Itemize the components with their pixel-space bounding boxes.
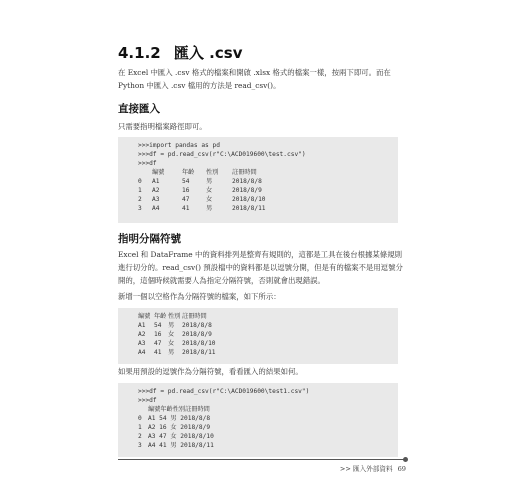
- table-cell: A4: [138, 349, 146, 356]
- section-number: 4.1.2: [118, 44, 161, 62]
- code-line: >>>df: [138, 397, 157, 404]
- dataframe-output: [138, 405, 214, 450]
- table-cell: 0: [138, 178, 142, 185]
- table-cell: 41: [154, 349, 162, 356]
- table-cell: A3: [138, 340, 146, 347]
- table-cell: A3: [152, 196, 160, 203]
- table-row: [138, 423, 214, 432]
- table-cell: 16: [182, 187, 190, 194]
- table-row: [138, 321, 216, 330]
- table-row: [138, 204, 266, 213]
- table-cell: 3: [138, 442, 142, 449]
- table-cell: 2: [138, 433, 142, 440]
- table-cell: A1: [152, 178, 160, 185]
- table-header: 性別: [206, 169, 219, 176]
- table-cell: A1: [138, 322, 146, 329]
- table-header: 編號: [138, 313, 151, 320]
- table-cell: A2: [138, 331, 146, 338]
- code-line: >>>df: [138, 160, 157, 167]
- table-header: 年齡: [154, 313, 167, 320]
- table-cell: 男: [168, 322, 175, 329]
- section-heading: [118, 42, 242, 63]
- code-block-direct: [118, 137, 398, 223]
- table-row: [138, 177, 266, 186]
- table-header-row: [138, 168, 266, 177]
- code-block-separator: [118, 383, 398, 457]
- intro-paragraph: 在 Excel 中匯入 .csv 格式的檔案和開啟 .xlsx 格式的檔案一樣，按兩下即可。而在 Python 中匯入 .csv 檔用的方法是 read_csv()。: [118, 68, 391, 90]
- table-cell: 16: [154, 331, 162, 338]
- table-header: 註冊時間: [182, 313, 207, 320]
- table-cell: 男: [206, 205, 213, 212]
- table-row: [138, 414, 214, 423]
- table-cell: 2018/8/8: [232, 178, 262, 185]
- table-row: [138, 186, 266, 195]
- table-cell: 女: [168, 331, 175, 338]
- table-cell: 47: [182, 196, 190, 203]
- default-separator-paragraph: 如果用預設的逗號作為分隔符號，看看匯入的結果如何。: [118, 367, 303, 376]
- table-header: [138, 168, 152, 177]
- table-cell: A4 41 男 2018/8/11: [148, 442, 214, 449]
- table-cell: 2018/8/10: [182, 340, 216, 347]
- direct-import-heading: 直接匯入: [118, 103, 160, 115]
- table-header: 註冊時間: [232, 169, 257, 176]
- table-row: [138, 441, 214, 450]
- table-cell: 1: [138, 187, 142, 194]
- code-line: >>>import pandas as pd: [138, 142, 220, 149]
- table-cell: 54: [182, 178, 190, 185]
- separator-paragraph: Excel 和 DataFrame 中的資料排列是整齊有規則的，這都是工具在後台根據某條規則進行切分的。read_csv() 預設檔中的資料都是以逗號分開，但是有的檔案不是用逗號分開的，這個時候就需要人為指定分隔符號，否則就會出現錯誤。: [118, 250, 403, 285]
- code-line: >>>df = pd.read_csv(r"C:\ACD019600\test1.csv"): [138, 388, 310, 395]
- table-cell: 47: [154, 340, 162, 347]
- table-header: 年齡: [182, 169, 195, 176]
- table-cell: 2018/8/11: [232, 205, 266, 212]
- table-header-row: [138, 405, 214, 414]
- dataframe-output: [138, 168, 266, 213]
- table-cell: 2018/8/9: [182, 331, 212, 338]
- direct-import-text: 只需要指明檔案路徑即可。: [118, 122, 207, 131]
- table-row: [138, 339, 216, 348]
- footer-divider: [118, 459, 406, 460]
- table-header-row: [138, 312, 216, 321]
- space-file-paragraph: 新增一個以空格作為分隔符號的檔案，如下所示：: [118, 292, 281, 301]
- table-cell: A4: [152, 205, 160, 212]
- table-header: 編號年齡性別註冊時間: [148, 406, 210, 413]
- table-row: [138, 432, 214, 441]
- table-cell: 2018/8/11: [182, 349, 216, 356]
- separator-heading: 指明分隔符號: [118, 233, 181, 245]
- table-cell: 女: [206, 196, 213, 203]
- table-row: [138, 348, 216, 357]
- table-cell: 男: [206, 178, 213, 185]
- table-cell: 0: [138, 415, 142, 422]
- page-number: 69: [397, 465, 406, 473]
- table-cell: 男: [168, 349, 175, 356]
- table-cell: 1: [138, 424, 142, 431]
- table-cell: 54: [154, 322, 162, 329]
- table-cell: 2018/8/10: [232, 196, 266, 203]
- table-row: [138, 195, 266, 204]
- table-row: [138, 330, 216, 339]
- table-cell: 41: [182, 205, 190, 212]
- file-content-block: [118, 308, 398, 364]
- table-cell: 2018/8/8: [182, 322, 212, 329]
- table-header: 性別: [168, 313, 181, 320]
- section-title: 匯入 .csv: [173, 44, 243, 62]
- table-header: 編號: [152, 169, 165, 176]
- chapter-label: >> 匯入外部資料: [339, 465, 393, 473]
- table-cell: 2018/8/9: [232, 187, 262, 194]
- page-footer: [300, 463, 406, 473]
- table-cell: A2: [152, 187, 160, 194]
- file-content-table: [138, 312, 216, 357]
- table-cell: 女: [206, 187, 213, 194]
- table-cell: A2 16 女 2018/8/9: [148, 424, 211, 431]
- table-cell: A1 54 男 2018/8/8: [148, 415, 211, 422]
- table-cell: A3 47 女 2018/8/10: [148, 433, 214, 440]
- table-cell: 3: [138, 205, 142, 212]
- table-cell: 女: [168, 340, 175, 347]
- code-line: >>>df = pd.read_csv(r"C:\ACD019600\test.csv"): [138, 151, 306, 158]
- table-cell: 2: [138, 196, 142, 203]
